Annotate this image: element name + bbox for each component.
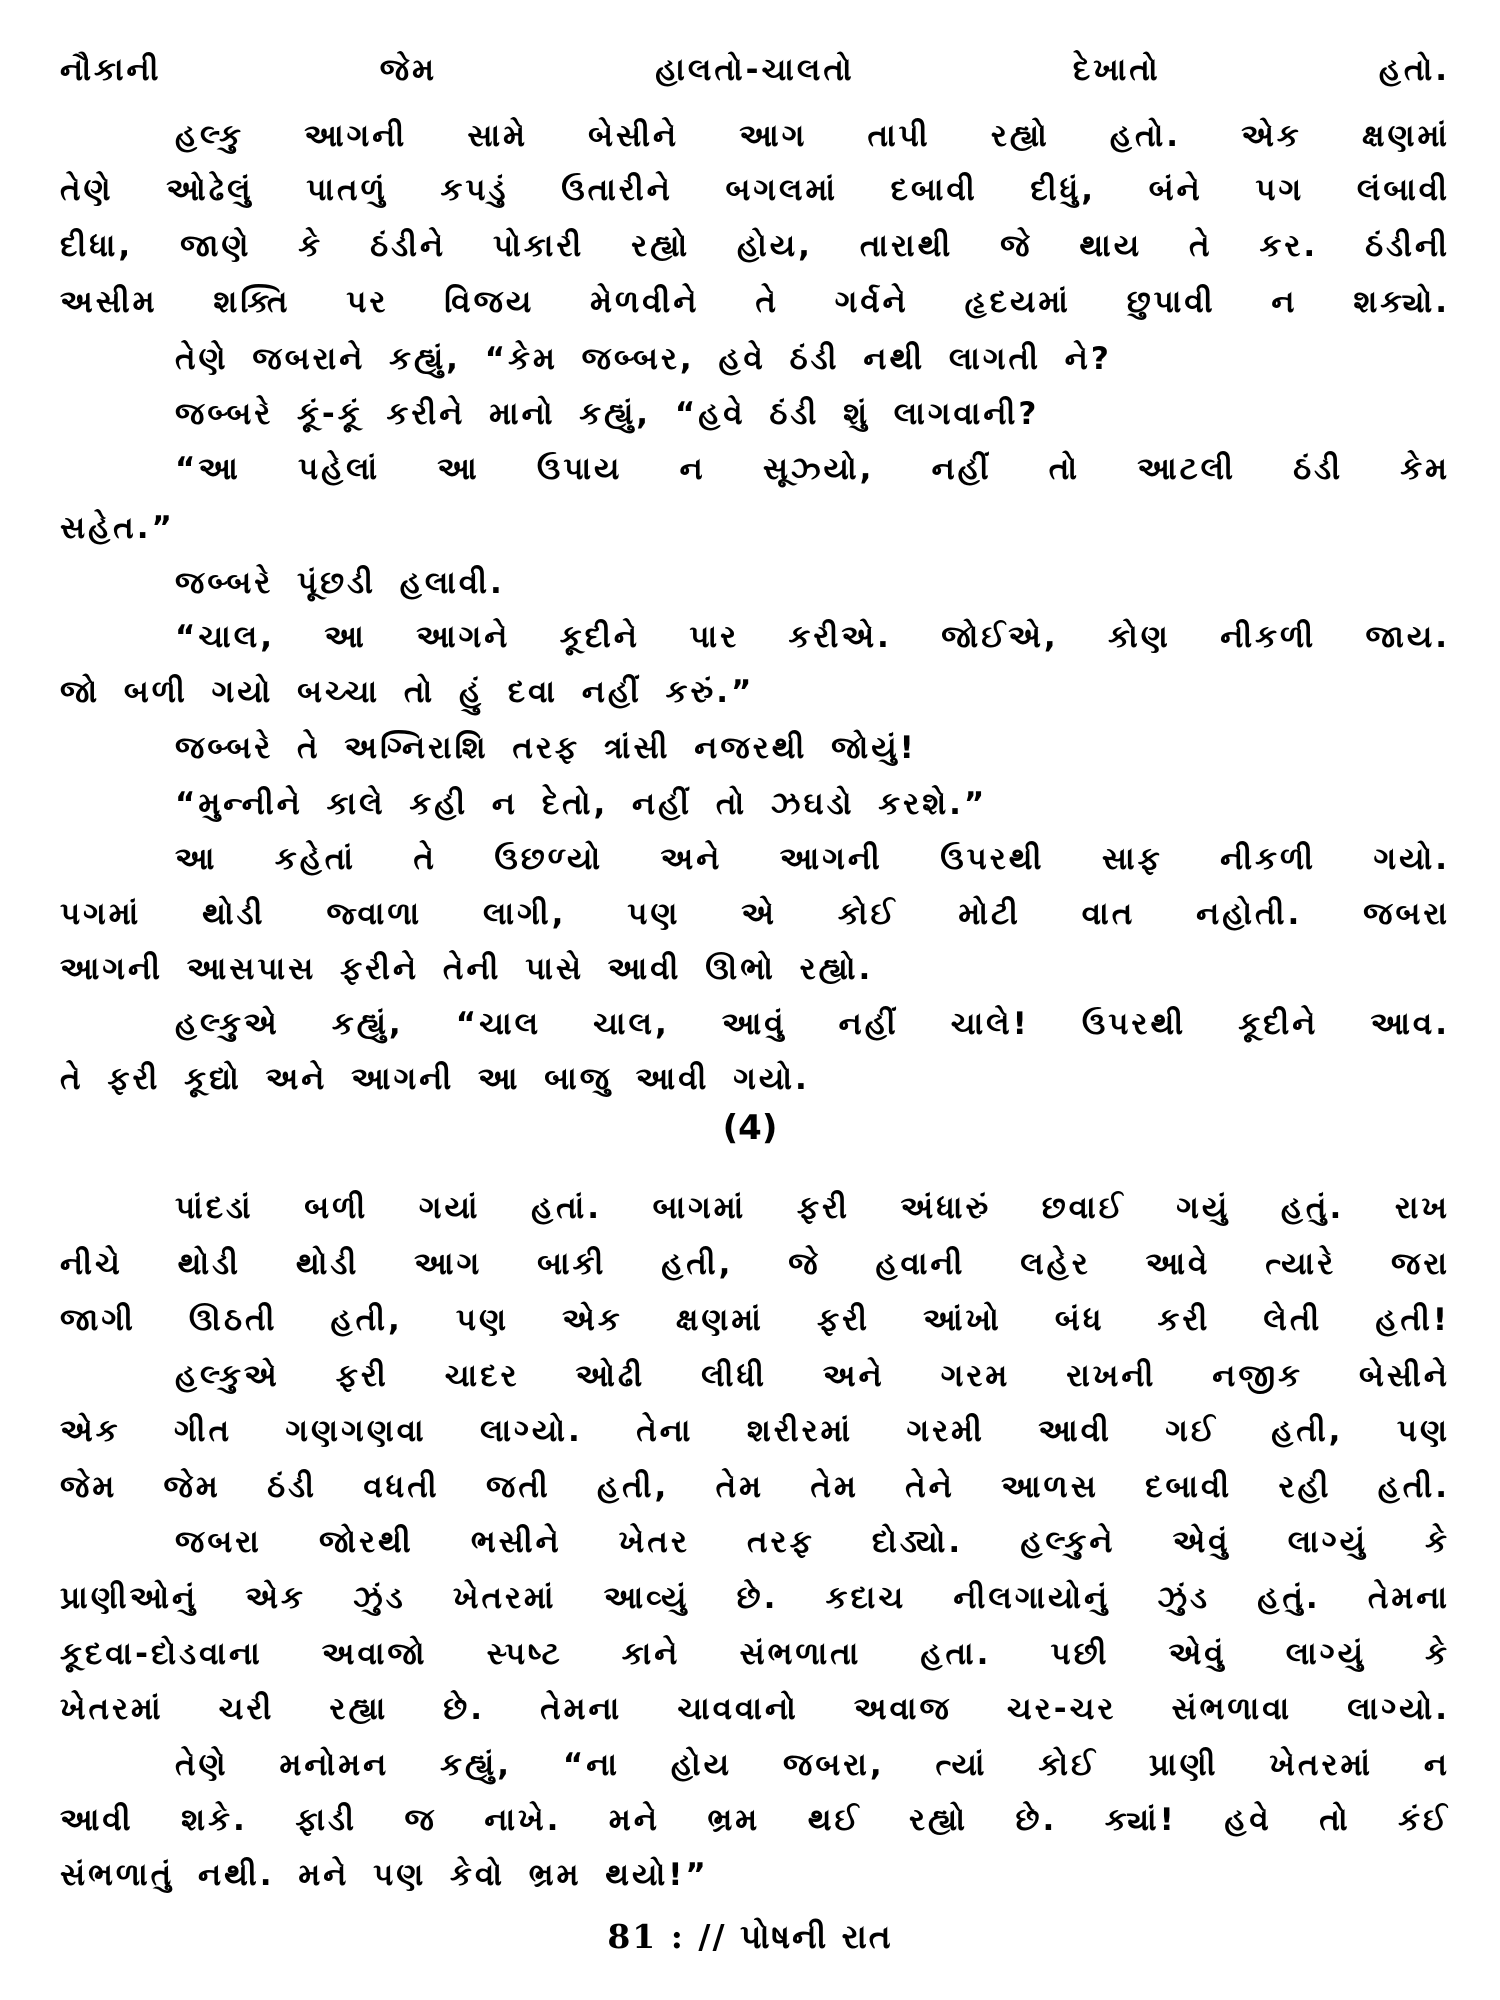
paragraph-line: જબ્બરે તે અગ્નિરાશિ તરફ ત્રાંસી નજરથી જોયું! (175, 730, 917, 766)
paragraph-line: આવી શકે. ફાડી જ નાખે. મને ભ્રમ થઈ રહ્યો છે. ક્યાં! હવે તો કંઈ (60, 1802, 1450, 1838)
paragraph-line: ખેતરમાં ચરી રહ્યા છે. તેમના ચાવવાનો અવાજ ચર-ચર સંભળાવા લાગ્યો. (60, 1691, 1450, 1727)
paragraph-line: પાંદડાં બળી ગયાં હતાં. બાગમાં ફરી અંધારું છવાઈ ગયું હતું. રાખ (175, 1190, 1450, 1226)
paragraph-line: જાગી ઊઠતી હતી, પણ એક ક્ષણમાં ફરી આંખો બંધ કરી લેતી હતી! (60, 1302, 1450, 1338)
paragraph-line: એક ગીત ગણગણવા લાગ્યો. તેના શરીરમાં ગરમી આવી ગઈ હતી, પણ (60, 1413, 1450, 1449)
section-heading: (4) (722, 1108, 778, 1148)
paragraph-line: તેણે મનોમન કહ્યું, “ના હોય જબરા, ત્યાં કોઈ પ્રાણી ખેતરમાં ન (175, 1747, 1450, 1783)
paragraph-line: હલ્કુએ ફરી ચાદર ઓઢી લીધી અને ગરમ રાખની નજીક બેસીને (175, 1358, 1450, 1394)
paragraph-line: પગમાં થોડી જ્વાળા લાગી, પણ એ કોઈ મોટી વાત નહોતી. જબરા (60, 896, 1450, 932)
paragraph-line: તેણે ઓઢેલું પાતળું કપડું ઉતારીને બગલમાં દબાવી દીધું, બંને પગ લંબાવી (60, 172, 1450, 208)
paragraph-line: જો બળી ગયો બચ્ચા તો હું દવા નહીં કરું.” (60, 674, 755, 710)
paragraph-line: સંભળાતું નથી. મને પણ કેવો ભ્રમ થયો!” (60, 1857, 709, 1893)
paragraph-line: આ કહેતાં તે ઉછળ્યો અને આગની ઉપરથી સાફ નીકળી ગયો. (175, 841, 1450, 877)
paragraph-line: હલ્કુએ કહ્યું, “ચાલ ચાલ, આવું નહીં ચાલે! ઉપરથી કૂદીને આવ. (175, 1006, 1450, 1042)
page-footer: 81 : // પોષની રાત (607, 1917, 893, 1956)
paragraph-line: તે ફરી કૂદ્યો અને આગની આ બાજુ આવી ગયો. (60, 1061, 810, 1097)
paragraph-line: પ્રાણીઓનું એક ઝુંડ ખેતરમાં આવ્યું છે. કદાચ નીલગાયોનું ઝુંડ હતું. તેમના (60, 1580, 1450, 1616)
paragraph-line: કૂદવા-દોડવાના અવાજો સ્પષ્ટ કાને સંભળાતા હતા. પછી એવું લાગ્યું કે (60, 1636, 1450, 1672)
paragraph-line: અસીમ શક્તિ પર વિજય મેળવીને તે ગર્વને હૃદયમાં છુપાવી ન શક્યો. (60, 284, 1450, 320)
paragraph-line: સહેત.” (60, 510, 175, 546)
paragraph-line: “ચાલ, આ આગને કૂદીને પાર કરીએ. જોઈએ, કોણ નીકળી જાય. (175, 619, 1450, 655)
paragraph-line: દીધા, જાણે કે ઠંડીને પોકારી રહ્યો હોય, તારાથી જે થાય તે કર. ઠંડીની (60, 228, 1450, 264)
paragraph-line: “આ પહેલાં આ ઉપાય ન સૂઝ્યો, નહીં તો આટલી ઠંડી કેમ (175, 451, 1450, 487)
paragraph-line: જબરા જોરથી ભસીને ખેતર તરફ દોડ્યો. હલ્કુને એવું લાગ્યું કે (175, 1524, 1450, 1560)
paragraph-line: જબ્બરે પૂંછડી હલાવી. (175, 565, 505, 601)
paragraph-line: જેમ જેમ ઠંડી વધતી જતી હતી, તેમ તેમ તેને આળસ દબાવી રહી હતી. (60, 1469, 1450, 1505)
paragraph-line: “મુન્નીને કાલે કહી ન દેતો, નહીં તો ઝઘડો કરશે.” (175, 786, 988, 822)
paragraph-line: તેણે જબરાને કહ્યું, “કેમ જબ્બર, હવે ઠંડી નથી લાગતી ને? (175, 341, 1112, 377)
paragraph-line: હલ્કુ આગની સામે બેસીને આગ તાપી રહ્યો હતો. એક ક્ષણમાં (175, 118, 1450, 154)
paragraph-line: આગની આસપાસ ફરીને તેની પાસે આવી ઊભો રહ્યો. (60, 951, 874, 987)
paragraph-line: જબ્બરે કૂં-કૂં કરીને માનો કહ્યું, “હવે ઠંડી શું લાગવાની? (175, 396, 1040, 432)
paragraph-line: નીચે થોડી થોડી આગ બાકી હતી, જે હવાની લહેર આવે ત્યારે જરા (60, 1246, 1450, 1282)
paragraph-line: નૌકાની જેમ હાલતો-ચાલતો દેખાતો હતો. (60, 52, 1450, 88)
